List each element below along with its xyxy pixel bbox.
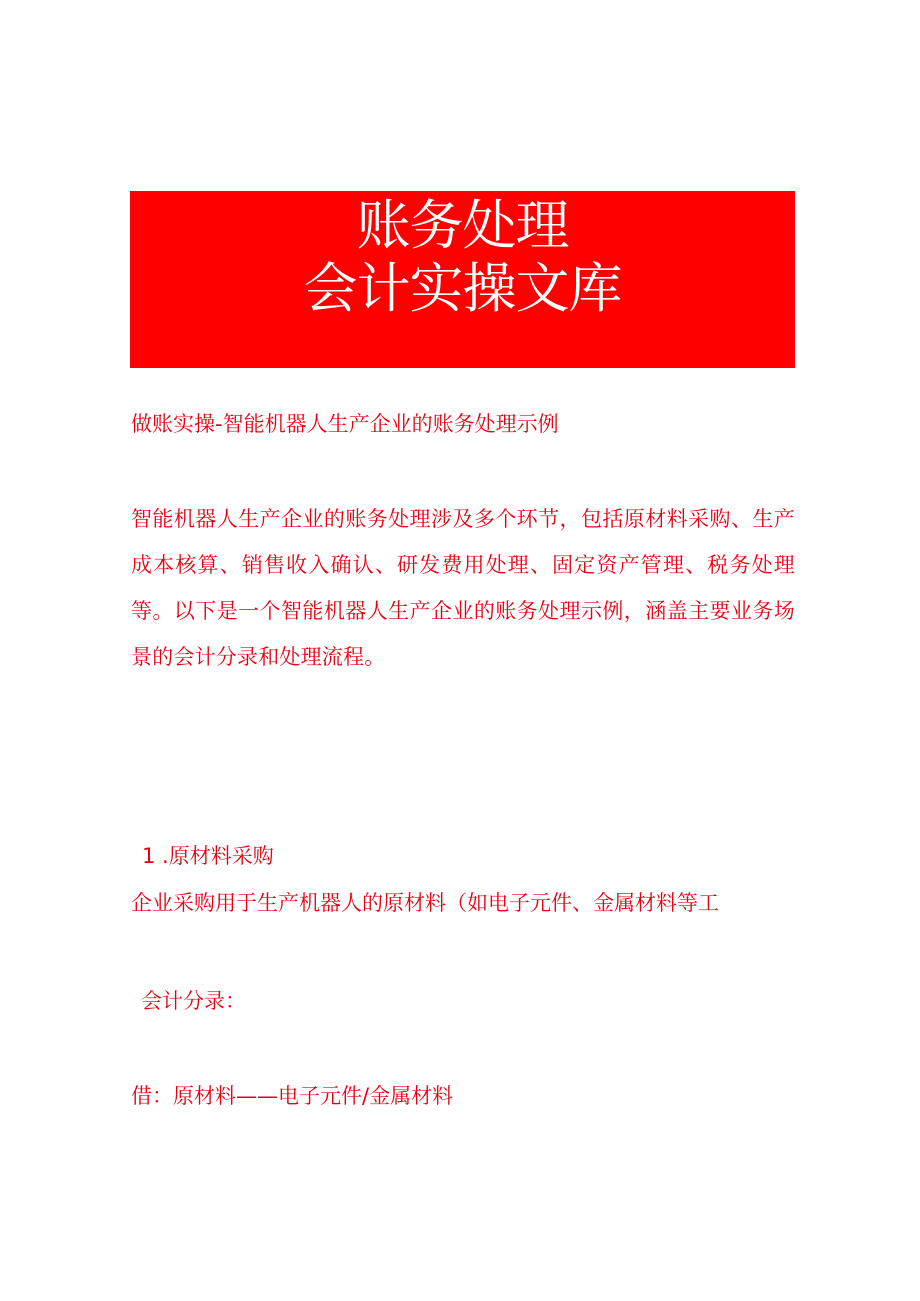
debit-entry: 借：原材料——电子元件/金属材料 [131,1084,454,1108]
section-1-heading: 1 .原材料采购 [142,844,274,868]
intro-paragraph: 智能机器人生产企业的账务处理涉及多个环节，包括原材料采购、生产成本核算、销售收入确认、研发费用处理、固定资产管理、税务处理等。以下是一个智能机器人生产企业的账务处理示例，涵盖主要业务场景的会计分录和处理流程。 [131,507,795,669]
journal-entry-label: 会计分录： [141,989,246,1013]
section-1-description: 企业采购用于生产机器人的原材料（如电子元件、金属材料等工 [131,891,719,915]
document-subtitle: 做账实操-智能机器人生产企业的账务处理示例 [131,412,559,436]
banner-title-line-2: 会计实操文库 [303,257,622,320]
banner-title-line-1: 账务处理 [356,194,569,257]
